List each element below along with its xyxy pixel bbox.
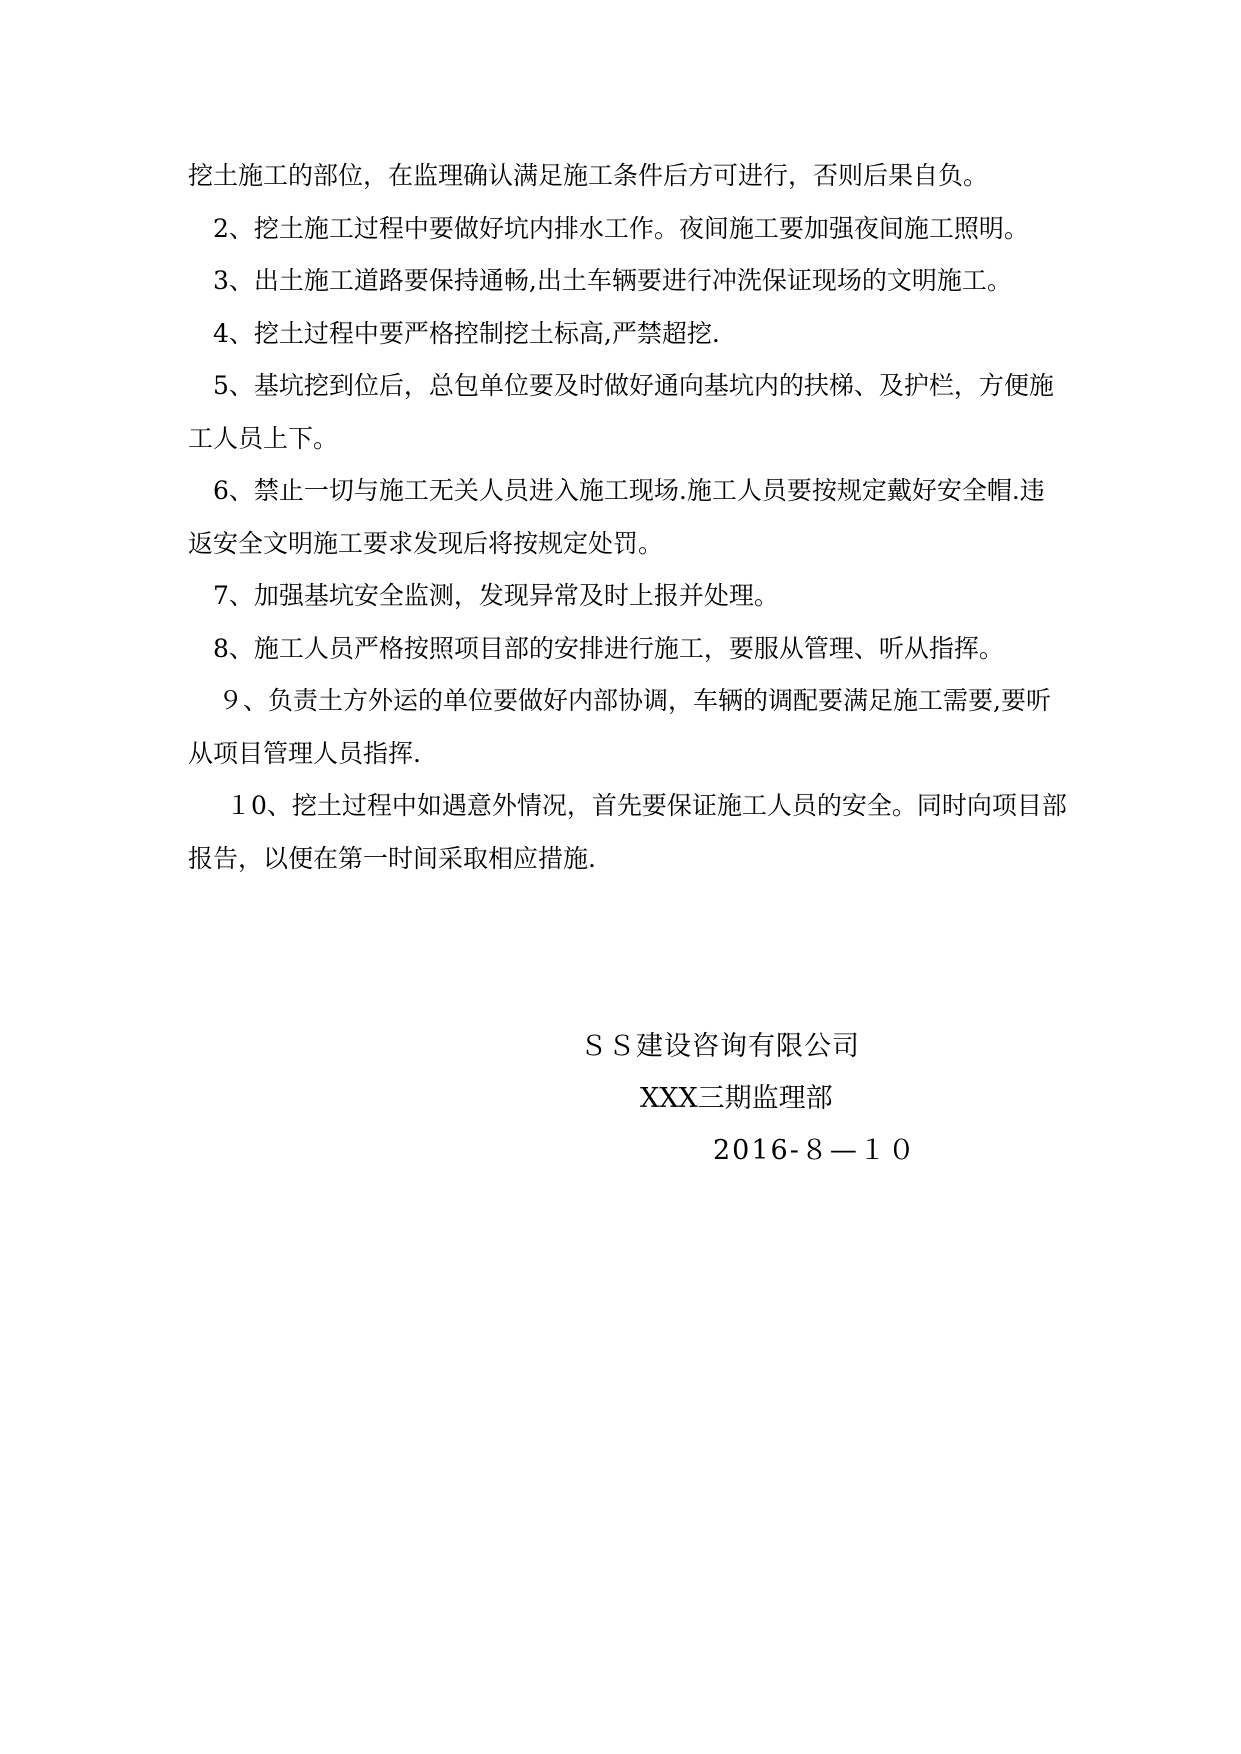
signature-company: ＳＳ建设咨询有限公司 [580,1031,860,1062]
paragraph-item-3: 3、出土施工道路要保持通畅,出土车辆要进行冲洗保证现场的文明施工。 [213,266,1012,295]
signature-department: XXX三期监理部 [640,1083,833,1114]
paragraph-item-2: 2、挖土施工过程中要做好坑内排水工作。夜间施工要加强夜间施工照明。 [213,213,1029,243]
paragraph-item-5: 5、基坑挖到位后，总包单位要及时做好通向基坑内的扶梯、及护栏，方便施工人员上下。 [188,371,1054,453]
paragraph-item-7: 7、加强基坑安全监测，发现异常及时上报并处理。 [213,581,779,610]
signature-date: 2016-８—１０ [713,1135,917,1166]
paragraph-item-6: 6、禁止一切与施工无关人员进入施工现场.施工人员要按规定戴好安全帽.违返安全文明施工要求发现后将按规定处罚。 [188,476,1045,558]
paragraph-item-8: 8、施工人员严格按照项目部的安排进行施工，要服从管理、听从指挥。 [213,633,1004,663]
document-body [188,150,1068,885]
paragraph-item-10: １0、挖土过程中如遇意外情况，首先要保证施工人员的安全。同时向项目部报告，以便在第一时间采取相应措施. [188,791,1067,873]
paragraph-continuation: 挖土施工的部位，在监理确认满足施工条件后方可进行，否则后果自负。 [188,161,989,190]
paragraph-item-4: 4、挖土过程中要严格控制挖土标高,严禁超挖. [213,318,720,348]
paragraph-item-9: ９、负责土方外运的单位要做好内部协调，车辆的调配要满足施工需要,要听从项目管理人员指挥. [188,686,1051,768]
